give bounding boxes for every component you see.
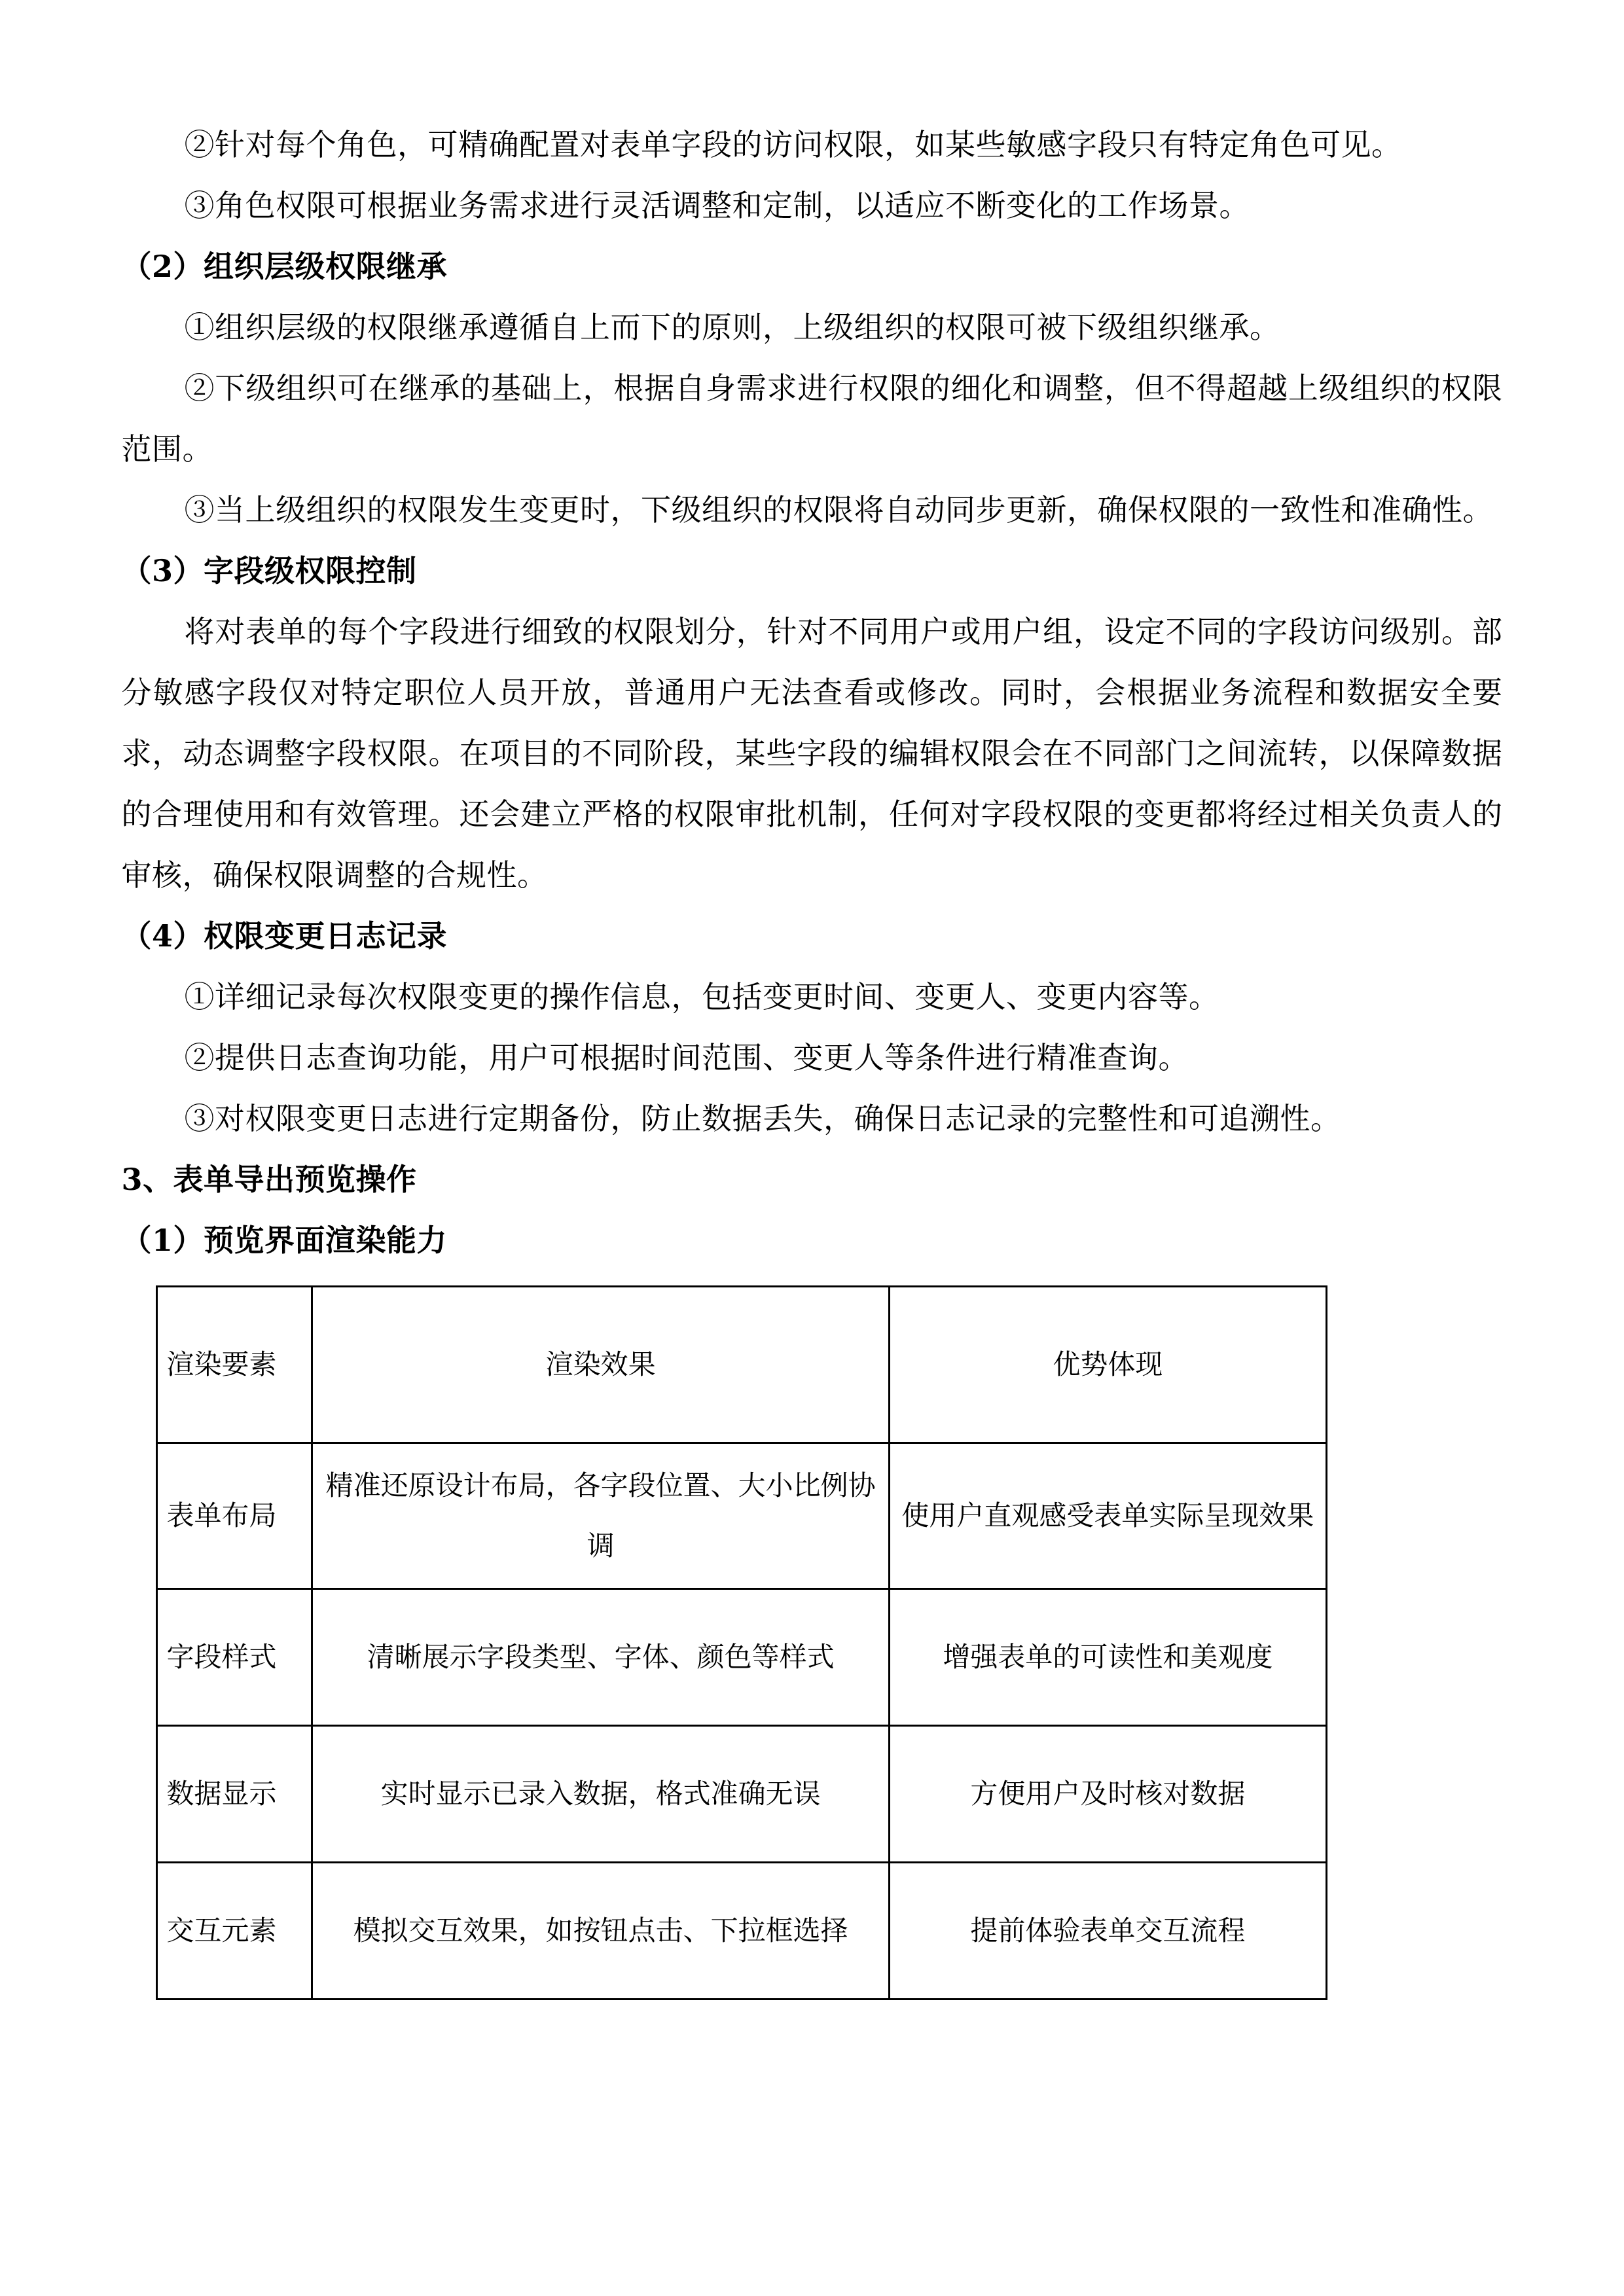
table-row [156, 1726, 1326, 1863]
paragraph-org-refine: ②下级组织可在继承的基础上，根据自身需求进行权限的细化和调整，但不得超越上级组织的权限范围。 [121, 370, 1503, 467]
heading-preview-render: （1）预览界面渲染能力 [121, 1223, 448, 1258]
table-cell-advantage: 提前体验表单交互流程 [890, 1863, 1326, 2000]
table-row [156, 1589, 1326, 1726]
heading-export-preview: 3、表单导出预览操作 [121, 1162, 417, 1197]
table-cell-element: 交互元素 [156, 1863, 312, 2000]
table-header-effect: 渲染效果 [312, 1287, 889, 1443]
table-cell-effect: 模拟交互效果，如按钮点击、下拉框选择 [312, 1863, 889, 2000]
paragraph-role-field-access: ②针对每个角色，可精确配置对表单字段的访问权限，如某些敏感字段只有特定角色可见。 [184, 127, 1402, 162]
paragraph-log-query: ②提供日志查询功能，用户可根据时间范围、变更人等条件进行精准查询。 [184, 1040, 1189, 1075]
table-row [156, 1863, 1326, 2000]
table-cell-element: 字段样式 [156, 1589, 312, 1726]
table-header-advantage: 优势体现 [890, 1287, 1326, 1443]
table-header-row [156, 1287, 1326, 1443]
paragraph-log-backup: ③对权限变更日志进行定期备份，防止数据丢失，确保日志记录的完整性和可追溯性。 [184, 1101, 1341, 1136]
table-row [156, 1443, 1326, 1589]
heading-org-inherit: （2）组织层级权限继承 [121, 249, 448, 284]
render-capability-table [156, 1285, 1327, 2000]
table-cell-effect: 精准还原设计布局，各字段位置、大小比例协调 [312, 1443, 889, 1589]
table-cell-advantage: 使用户直观感受表单实际呈现效果 [890, 1443, 1326, 1589]
table-cell-effect: 实时显示已录入数据，格式准确无误 [312, 1726, 889, 1863]
heading-field-control: （3）字段级权限控制 [121, 553, 417, 588]
heading-change-log: （4）权限变更日志记录 [121, 918, 448, 954]
table-cell-effect: 清晰展示字段类型、字体、颜色等样式 [312, 1589, 889, 1726]
document-body [122, 115, 1503, 2000]
render-capability-table-wrapper [122, 1285, 1503, 2000]
table-cell-advantage: 方便用户及时核对数据 [890, 1726, 1326, 1863]
table-header-element: 渲染要素 [156, 1287, 312, 1443]
table-cell-element: 数据显示 [156, 1726, 312, 1863]
table-cell-element: 表单布局 [156, 1443, 312, 1589]
paragraph-field-detail: 将对表单的每个字段进行细致的权限划分，针对不同用户或用户组，设定不同的字段访问级别。部分敏感字段仅对特定职位人员开放，普通用户无法查看或修改。同时，会根据业务流程和数据安全要求，动态调整字段权限。在项目的不同阶段，某些字段的编辑权限会在不同部门之间流转，以保障数据的合理使用和有效管理。还会建立严格的权限审批机制，任何对字段权限的变更都将经过相关负责人的审核，确保权限调整的合规性。 [121, 614, 1503, 893]
paragraph-org-topdown: ①组织层级的权限继承遵循自上而下的原则，上级组织的权限可被下级组织继承。 [184, 310, 1280, 345]
paragraph-role-flexible: ③角色权限可根据业务需求进行灵活调整和定制，以适应不断变化的工作场景。 [184, 188, 1250, 223]
table-cell-advantage: 增强表单的可读性和美观度 [890, 1589, 1326, 1726]
paragraph-log-detail: ①详细记录每次权限变更的操作信息，包括变更时间、变更人、变更内容等。 [184, 979, 1219, 1014]
paragraph-org-sync: ③当上级组织的权限发生变更时，下级组织的权限将自动同步更新，确保权限的一致性和准确性。 [184, 492, 1493, 528]
